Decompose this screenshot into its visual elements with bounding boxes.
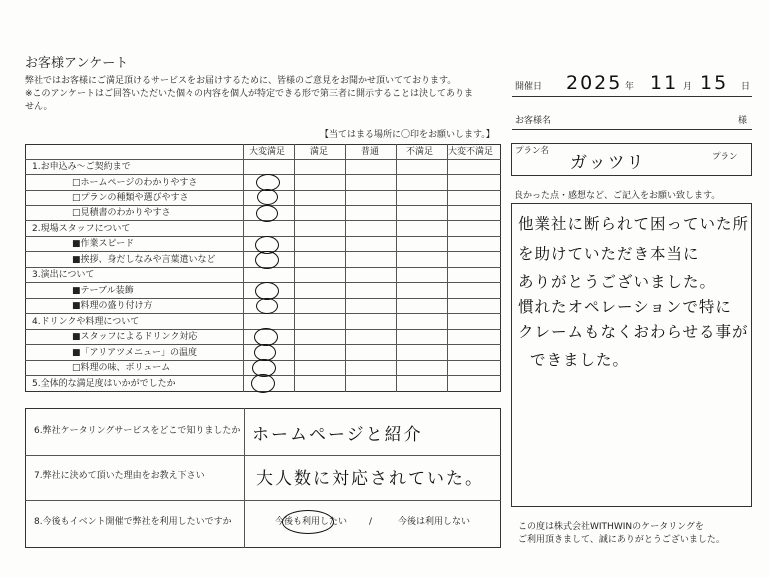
- closing-text-2: ご利用頂きまして、誠にありがとうございました。: [518, 535, 725, 545]
- feedback-line[interactable]: 慣れたオペレーションで特に: [518, 298, 732, 316]
- plan-label: プラン名: [515, 146, 550, 156]
- q6-answer[interactable]: ホームページと紹介: [252, 425, 423, 445]
- row-label: □料理の味、ボリューム: [72, 363, 171, 373]
- q7-answer[interactable]: 大人数に対応されていた。: [256, 469, 484, 489]
- header-neutral: 普通: [361, 147, 380, 157]
- header-unsatisfied: 不満足: [406, 147, 434, 157]
- feedback-line[interactable]: クレームもなくおわらせる事が: [518, 323, 749, 341]
- row-label: 2.現場スタッフについて: [32, 224, 131, 234]
- selected-mark[interactable]: [256, 205, 278, 222]
- intro-text-2: ※このアンケートはご回答いただいた個々の内容を個人が特定できる形で第三者に開示することは決してありま: [25, 89, 474, 99]
- row-label: □見積書のわかりやすさ: [72, 208, 171, 218]
- q8-option-no[interactable]: 今後は利用しない: [398, 517, 471, 527]
- row-label: 5.全体的な満足度はいかがでしたか: [32, 379, 176, 389]
- q8-option-yes[interactable]: 今後も利用したい: [275, 517, 348, 527]
- row-label: ■スタッフによるドリンク対応: [72, 332, 198, 342]
- q6-label: 6.弊社ケータリングサービスをどこで知りましたか: [34, 426, 241, 436]
- selected-mark[interactable]: [257, 189, 278, 205]
- q8-label: 8.今後もイベント開催で弊社を利用したいですか: [34, 517, 232, 527]
- selected-mark[interactable]: [251, 374, 275, 393]
- customer-label: お客様名: [515, 116, 552, 126]
- page-title: お客様アンケート: [25, 56, 129, 71]
- row-label: □プランの種類や選びやすさ: [72, 193, 189, 203]
- plan-value[interactable]: ガッツリ: [570, 153, 646, 173]
- row-label: 4.ドリンクや料理について: [32, 317, 140, 327]
- date-label: 開催日: [515, 82, 543, 92]
- date-day[interactable]: 15: [700, 72, 729, 94]
- row-label: 3.演出について: [32, 270, 95, 280]
- header-very-unsatisfied: 大変不満足: [448, 147, 494, 157]
- day-unit: 日: [741, 82, 751, 92]
- selected-mark[interactable]: [255, 251, 279, 269]
- closing-text-1: この度は株式会社WITHWINのケータリングを: [518, 522, 704, 532]
- instruction-text: 【当てはまる場所に〇印をお願いします。】: [320, 130, 495, 140]
- feedback-line[interactable]: 他業社に断られて困っていた所: [518, 215, 750, 233]
- customer-suffix: 様: [738, 116, 748, 126]
- row-label: ■テーブル装飾: [72, 286, 134, 296]
- row-label: ■料理の盛り付け方: [72, 301, 153, 311]
- q7-label: 7.弊社に決めて頂いた理由をお教え下さい: [34, 471, 205, 481]
- month-unit: 月: [683, 82, 693, 92]
- intro-text-1: 弊社ではお客様にご満足頂けるサービスをお届けするために、皆様のご意見をお聞かせ頂いてております。: [25, 76, 457, 86]
- q8-separator: /: [369, 517, 373, 527]
- date-month[interactable]: 11: [650, 72, 679, 94]
- feedback-label: 良かった点・感想など、ご記入をお願い致します。: [514, 191, 721, 201]
- feedback-line[interactable]: ありがとうございました。: [518, 273, 717, 291]
- q8-selected-mark: [282, 510, 334, 534]
- intro-text-3: せん。: [25, 102, 53, 112]
- row-label: ■「アリアツメニュー」の温度: [72, 348, 197, 358]
- row-label: 1.お申込み～ご契約まで: [32, 162, 131, 172]
- header-very-satisfied: 大変満足: [249, 147, 286, 157]
- date-year[interactable]: 2025: [566, 72, 623, 94]
- plan-suffix: プラン: [712, 152, 738, 162]
- feedback-line[interactable]: できました。: [530, 351, 630, 369]
- selected-mark[interactable]: [256, 298, 278, 314]
- header-satisfied: 満足: [310, 147, 329, 157]
- year-unit: 年: [625, 82, 635, 92]
- feedback-line[interactable]: を助けていただき本当に: [518, 245, 700, 263]
- row-label: □ホームページのわかりやすさ: [72, 178, 198, 188]
- row-label: ■作業スピード: [72, 239, 135, 249]
- row-label: ■挨拶、身だしなみや言葉遣いなど: [72, 255, 216, 265]
